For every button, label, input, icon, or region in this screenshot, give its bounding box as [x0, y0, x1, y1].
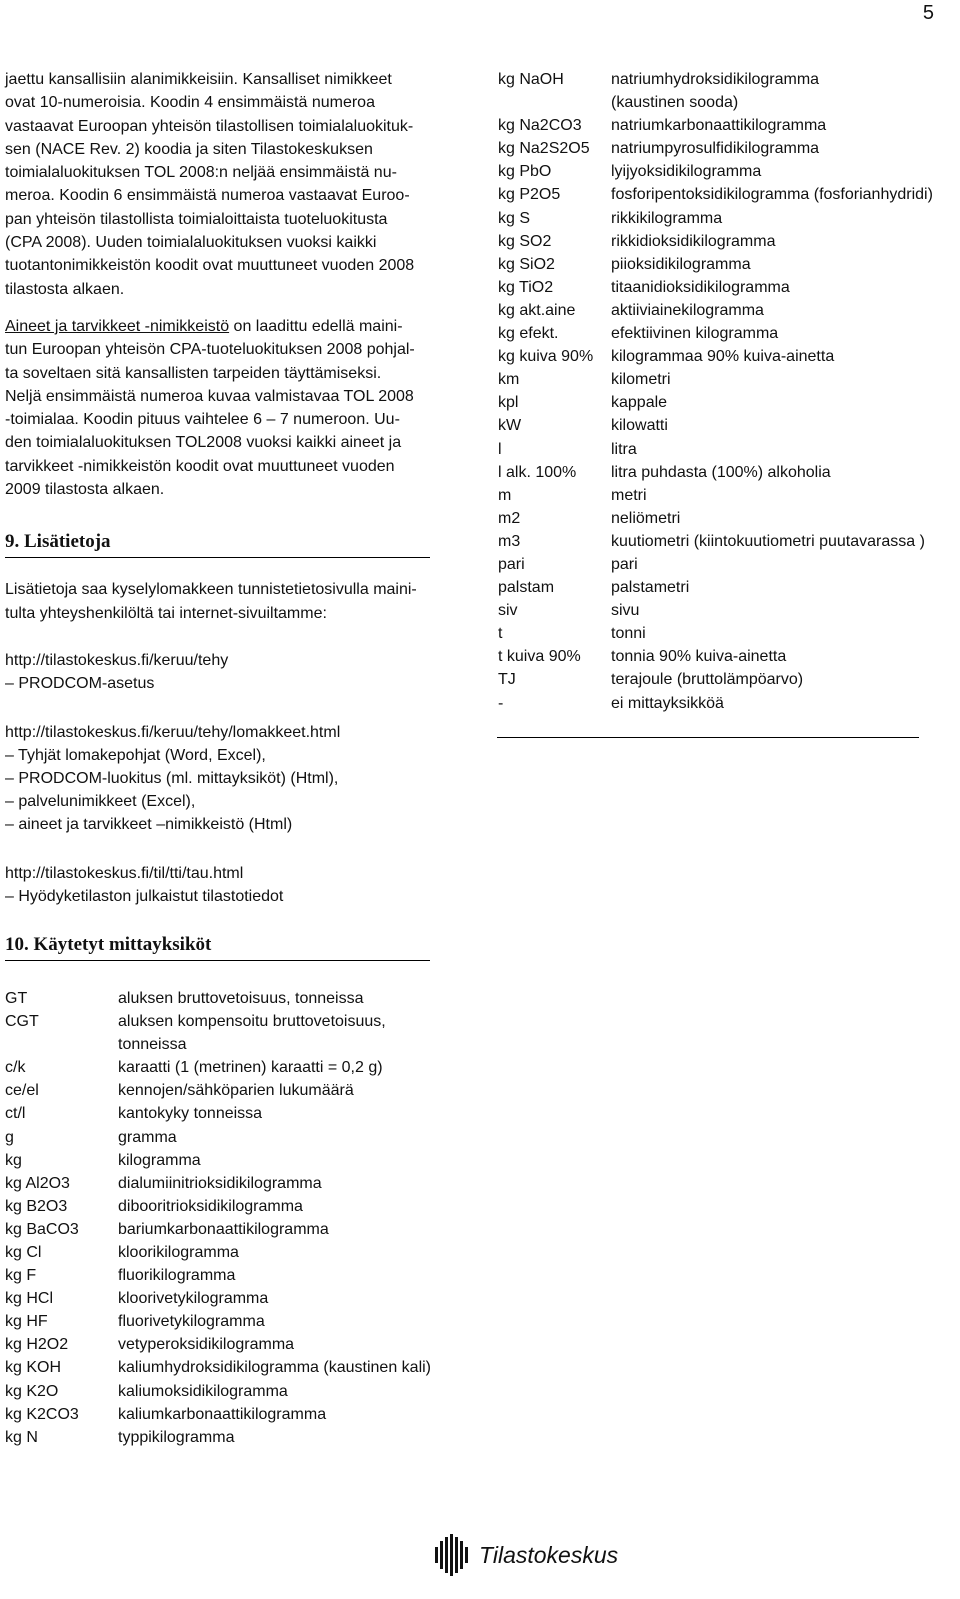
unit-row	[498, 645, 953, 668]
unit-description: natriumpyrosulfidikilogramma	[611, 140, 820, 158]
unit-row	[498, 68, 953, 91]
unit-abbr: kg Cl	[5, 1243, 42, 1261]
unit-abbr: kg P2O5	[498, 186, 561, 204]
unit-description: lyijyoksidikilogramma	[611, 163, 762, 181]
unit-abbr: m3	[498, 532, 521, 550]
unit-row	[498, 183, 953, 206]
unit-abbr: kg K2O	[5, 1382, 59, 1400]
unit-abbr: c/k	[5, 1059, 26, 1077]
unit-abbr: kg K2CO3	[5, 1405, 79, 1423]
unit-row	[5, 1310, 435, 1333]
unit-row	[498, 507, 953, 530]
unit-abbr: kg SiO2	[498, 255, 555, 273]
logo-text: Tilastokeskus	[479, 1541, 619, 1568]
unit-abbr: kW	[498, 417, 522, 435]
unit-abbr: kg KOH	[5, 1359, 62, 1377]
unit-row	[498, 368, 953, 391]
section10-heading: 10. Käytetyt mittayksiköt	[5, 934, 430, 961]
text-line: jaettu kansallisiin alanimikkeisiin. Kansalliset nimikkeet	[5, 71, 392, 88]
unit-abbr: kg B2O3	[5, 1197, 68, 1215]
left-column	[5, 68, 435, 1449]
unit-description: kloorivetykilogramma	[118, 1290, 269, 1308]
unit-abbr: -	[498, 694, 504, 712]
unit-abbr: kg Na2CO3	[498, 117, 582, 135]
unit-description: kuutiometri (kiintokuutiometri puutavarassa )	[611, 532, 925, 550]
unit-description: kilogramma	[118, 1151, 201, 1169]
unit-row	[5, 1195, 435, 1218]
unit-description: fluorivetykilogramma	[118, 1313, 265, 1331]
text-line: 2009 tilastosta alkaen.	[5, 481, 165, 499]
unit-description: aluksen kompensoitu bruttovetoisuus,	[118, 1013, 386, 1031]
unit-description: aluksen bruttovetoisuus, tonneissa	[118, 989, 364, 1007]
unit-row	[5, 1218, 435, 1241]
units-list-right	[498, 68, 953, 715]
text-line: ta soveltaen sitä kansallisten tarpeiden täyttämiseksi.	[5, 364, 382, 382]
tilastokeskus-logo	[433, 1533, 618, 1577]
unit-description: kaliumkarbonaattikilogramma	[118, 1405, 327, 1423]
unit-row	[498, 299, 953, 322]
unit-row	[498, 276, 953, 299]
unit-row	[498, 622, 953, 645]
unit-row	[5, 1380, 435, 1403]
unit-abbr: siv	[498, 602, 518, 620]
unit-row	[5, 1241, 435, 1264]
unit-description: (kaustinen sooda)	[611, 94, 739, 112]
unit-description: litra puhdasta (100%) alkoholia	[611, 463, 831, 481]
unit-description: tonni	[611, 625, 646, 643]
unit-abbr: kg H2O2	[5, 1336, 69, 1354]
unit-row	[5, 1287, 435, 1310]
unit-description: tonneissa	[118, 1036, 187, 1054]
unit-description: vetyperoksidikilogramma	[118, 1336, 295, 1354]
unit-description: kloorikilogramma	[118, 1243, 239, 1261]
text-line: sen (NACE Rev. 2) koodia ja siten Tilastokeskuksen	[5, 140, 373, 158]
link-block-3	[5, 862, 435, 908]
unit-row	[5, 1079, 435, 1102]
link-tehy[interactable]: http://tilastokeskus.fi/keruu/tehy	[5, 651, 229, 669]
unit-abbr: kg BaCO3	[5, 1220, 79, 1238]
unit-row	[498, 160, 953, 183]
unit-abbr: pari	[498, 555, 525, 573]
unit-description: terajoule (bruttolämpöarvo)	[611, 671, 804, 689]
unit-description: tonnia 90% kuiva-ainetta	[611, 648, 787, 666]
text-line: meroa. Koodin 6 ensimmäistä numeroa vastaavat Euroo-	[5, 187, 410, 205]
unit-description: kennojen/sähköparien lukumäärä	[118, 1082, 354, 1100]
unit-description: dialumiinitrioksidikilogramma	[118, 1174, 322, 1192]
page-number: 5	[922, 2, 934, 24]
unit-row	[5, 987, 435, 1010]
unit-description: kilometri	[611, 371, 671, 389]
unit-abbr: GT	[5, 989, 28, 1007]
text-line: ovat 10-numeroisia. Koodin 4 ensimmäistä numeroa	[5, 94, 375, 112]
unit-description: piioksidikilogramma	[611, 255, 751, 273]
unit-row	[5, 1010, 435, 1033]
text-line: – aineet ja tarvikkeet –nimikkeistö (Html)	[5, 815, 293, 833]
unit-description: kaliumhydroksidikilogramma (kaustinen kali)	[118, 1359, 431, 1377]
unit-row	[5, 1172, 435, 1195]
nimikkeisto-term: Aineet ja tarvikkeet -nimikkeistö	[5, 317, 230, 335]
unit-row	[498, 530, 953, 553]
unit-abbr: ct/l	[5, 1105, 26, 1123]
intro-paragraph	[5, 68, 435, 301]
unit-description: kilowatti	[611, 417, 668, 435]
unit-abbr: ce/el	[5, 1082, 39, 1100]
text-line: – Tyhjät lomakepohjat (Word, Excel),	[5, 746, 266, 764]
unit-abbr: t kuiva 90%	[498, 648, 581, 666]
unit-abbr: kg kuiva 90%	[498, 348, 594, 366]
unit-row	[498, 230, 953, 253]
unit-row	[498, 322, 953, 345]
text-fragment: on laadittu edellä maini-	[229, 317, 403, 335]
text-line: – Hyödyketilaston julkaistut tilastotiedot	[5, 887, 284, 905]
unit-abbr: kg S	[498, 209, 531, 227]
unit-abbr: kg efekt.	[498, 325, 559, 343]
unit-description: metri	[611, 486, 647, 504]
text-line: tuotantonimikkeistön koodit ovat muuttuneet vuoden 2008	[5, 257, 415, 275]
unit-abbr: kg Na2S2O5	[498, 140, 590, 158]
unit-abbr: l alk. 100%	[498, 463, 577, 481]
unit-description: aktiiviainekilogramma	[611, 301, 764, 319]
unit-description: litra	[611, 440, 637, 458]
unit-description: rikkidioksidikilogramma	[611, 232, 776, 250]
unit-abbr: m	[498, 486, 512, 504]
link-lomakkeet[interactable]: http://tilastokeskus.fi/keruu/tehy/lomakkeet.html	[5, 723, 341, 741]
unit-description: neliömetri	[611, 509, 681, 527]
unit-abbr: km	[498, 371, 520, 389]
text-line: vastaavat Euroopan yhteisön tilastollisen toimialaluokituk-	[5, 117, 414, 135]
unit-description: karaatti (1 (metrinen) karaatti = 0,2 g)	[118, 1059, 383, 1077]
text-line: pan yhteisön tilastollista toimialoittaista tuoteluokitusta	[5, 210, 388, 228]
unit-row	[498, 137, 953, 160]
unit-row	[5, 1264, 435, 1287]
section9-heading: 9. Lisätietoja	[5, 531, 430, 558]
unit-abbr: m2	[498, 509, 521, 527]
text-line: -toimialaa. Koodin pituus vaihtelee 6 – 7 numeroon. Uu-	[5, 411, 400, 429]
unit-row	[5, 1356, 435, 1379]
unit-row	[5, 1033, 435, 1056]
unit-description: typpikilogramma	[118, 1428, 235, 1446]
unit-abbr: kg HF	[5, 1313, 48, 1331]
unit-description: sivu	[611, 602, 640, 620]
text-line: (CPA 2008). Uuden toimialaluokituksen vuoksi kaikki	[5, 234, 377, 252]
text-line: toimialaluokituksen TOL 2008:n neljää ensimmäistä nu-	[5, 164, 397, 182]
unit-abbr: kg NaOH	[498, 71, 564, 88]
unit-row	[498, 461, 953, 484]
unit-row	[498, 668, 953, 691]
unit-description: pari	[611, 555, 638, 573]
unit-row	[498, 391, 953, 414]
unit-row	[498, 553, 953, 576]
text-line: Neljä ensimmäistä numeroa kuvaa valmistavaa TOL 2008	[5, 387, 414, 405]
unit-description: bariumkarbonaattikilogramma	[118, 1220, 329, 1238]
unit-description: dibooritrioksidikilogramma	[118, 1197, 303, 1215]
unit-abbr: TJ	[498, 671, 516, 689]
unit-description: natriumhydroksidikilogramma	[611, 71, 820, 88]
unit-abbr: palstam	[498, 579, 555, 597]
unit-description: kilogrammaa 90% kuiva-ainetta	[611, 348, 835, 366]
text-line: – PRODCOM-asetus	[5, 674, 155, 692]
unit-row	[5, 1333, 435, 1356]
unit-abbr: kg	[5, 1151, 22, 1169]
text-line: den toimialaluokituksen TOL2008 vuoksi kaikki aineet ja	[5, 434, 402, 452]
nimikkeisto-paragraph	[5, 315, 435, 501]
text-line: – palvelunimikkeet (Excel),	[5, 792, 196, 810]
unit-abbr: kg HCl	[5, 1290, 54, 1308]
unit-description: rikkikilogramma	[611, 209, 723, 227]
unit-row	[498, 345, 953, 368]
unit-description: palstametri	[611, 579, 690, 597]
unit-row	[498, 576, 953, 599]
section-end-rule	[497, 737, 919, 738]
unit-description: ei mittayksikköä	[611, 694, 724, 712]
unit-row	[5, 1126, 435, 1149]
unit-row	[5, 1102, 435, 1125]
section9-text	[5, 578, 435, 625]
unit-row	[498, 484, 953, 507]
unit-abbr: kg TiO2	[498, 278, 554, 296]
unit-row	[498, 207, 953, 230]
link-tau[interactable]: http://tilastokeskus.fi/til/tti/tau.html	[5, 864, 244, 882]
unit-description: natriumkarbonaattikilogramma	[611, 117, 827, 135]
unit-abbr	[5, 1033, 118, 1056]
unit-description: fluorikilogramma	[118, 1267, 236, 1285]
link-block-2	[5, 721, 435, 836]
unit-abbr: kg PbO	[498, 163, 552, 181]
unit-row	[5, 1426, 435, 1449]
unit-row	[5, 1403, 435, 1426]
unit-row	[498, 114, 953, 137]
unit-abbr: kg akt.aine	[498, 301, 576, 319]
unit-abbr: kg F	[5, 1267, 37, 1285]
text-line: tilastosta alkaen.	[5, 280, 125, 298]
unit-description: kantokyky tonneissa	[118, 1105, 263, 1123]
unit-row	[5, 1056, 435, 1079]
unit-description: gramma	[118, 1128, 177, 1146]
tilastokeskus-logo-icon	[433, 1533, 473, 1577]
text-line: tarvikkeet -nimikkeistön koodit ovat muuttuneet vuoden	[5, 457, 395, 475]
unit-abbr: kg SO2	[498, 232, 552, 250]
unit-abbr: kg Al2O3	[5, 1174, 70, 1192]
unit-row	[498, 438, 953, 461]
unit-description: kappale	[611, 394, 668, 412]
unit-row	[498, 599, 953, 622]
text-line: – PRODCOM-luokitus (ml. mittayksiköt) (Html),	[5, 769, 339, 787]
unit-row	[498, 91, 953, 114]
unit-abbr: CGT	[5, 1013, 39, 1031]
unit-abbr: kg N	[5, 1428, 38, 1446]
unit-row	[5, 1149, 435, 1172]
right-column	[498, 68, 953, 715]
unit-abbr: l	[498, 440, 502, 458]
unit-row	[498, 414, 953, 437]
unit-description: fosforipentoksidikilogramma (fosforianhydridi)	[611, 186, 933, 204]
unit-abbr: kpl	[498, 394, 519, 412]
units-list-left	[5, 987, 435, 1449]
unit-abbr: g	[5, 1128, 14, 1146]
unit-abbr	[498, 91, 611, 114]
text-line: tulta yhteyshenkilöltä tai internet-sivuiltamme:	[5, 604, 327, 622]
unit-abbr: t	[498, 625, 503, 643]
unit-description: titaanidioksidikilogramma	[611, 278, 790, 296]
unit-row	[498, 253, 953, 276]
unit-description: efektiivinen kilogramma	[611, 325, 779, 343]
text-line: tun Euroopan yhteisön CPA-tuoteluokituksen 2008 pohjal-	[5, 341, 415, 359]
link-block-1	[5, 649, 435, 695]
unit-description: kaliumoksidikilogramma	[118, 1382, 288, 1400]
unit-row	[498, 692, 953, 715]
text-line: Lisätietoja saa kyselylomakkeen tunnistetietosivulla maini-	[5, 581, 417, 599]
